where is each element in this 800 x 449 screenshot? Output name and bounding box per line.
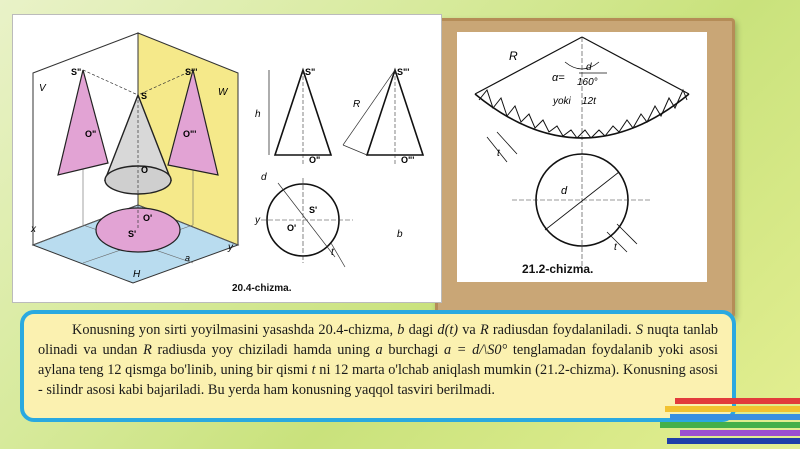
- label-W: W: [218, 87, 228, 98]
- figure-20-4: [12, 14, 442, 303]
- label-t: t: [331, 247, 334, 258]
- pencils-decoration: [655, 392, 800, 449]
- label-V: V: [39, 83, 46, 94]
- label-S: S: [141, 91, 148, 101]
- figure-21-2-caption: 21.2-chizma.: [522, 262, 594, 276]
- label-O-b2: O"': [401, 155, 415, 165]
- text-p7: burchagi: [388, 342, 439, 358]
- label-S-side: S"': [185, 67, 198, 77]
- text-R2: R: [143, 342, 152, 358]
- label-x: x: [31, 224, 36, 235]
- text-p5: nuqta tanlab olinadi va undan: [38, 322, 719, 358]
- figure-20-4-caption: 20.4-chizma.: [232, 283, 292, 294]
- text-S: S: [635, 322, 643, 338]
- label-O-b1: O": [309, 155, 321, 165]
- label-O-top: O': [143, 213, 153, 223]
- label-y: y: [228, 242, 233, 253]
- label-d: d: [261, 172, 267, 183]
- description-paragraph: [38, 320, 718, 400]
- text-a: a: [375, 342, 383, 358]
- label-S-b2: S"': [397, 67, 410, 77]
- label-R: R: [509, 49, 518, 63]
- label-d-frac: d: [586, 62, 592, 73]
- text-formula: a = d/\S0°: [444, 342, 508, 358]
- text-p8: tenglamadan foydalanib yoki asosi aylana teng 12 qismga bo'linib, uning bir qismi: [38, 342, 719, 378]
- text-dt: d(t): [437, 322, 459, 338]
- description-textbox: [20, 310, 736, 422]
- text-p9: ni 12 marta o'lchab aniqlash mumkin (21.2-chizma). Konusning asosi - silindr asosi kabi bajariladi. Bu yerda ham konusning yaqqol tasviri berilmadi.: [38, 362, 718, 398]
- label-y-top: y: [255, 215, 260, 226]
- label-S-front: S": [71, 67, 82, 77]
- cone-projection-drawing: [13, 15, 441, 302]
- label-alpha: α=: [552, 72, 565, 84]
- text-p3: va: [462, 322, 476, 338]
- label-h: h: [255, 109, 261, 120]
- label-160: 160°: [577, 77, 598, 88]
- label-O-b3: O': [287, 223, 297, 233]
- label-d2: d: [561, 185, 568, 197]
- label-R: R: [353, 99, 361, 110]
- label-O-front: O": [85, 129, 97, 139]
- cone-development-drawing: [457, 32, 707, 282]
- label-O-side: O"': [183, 129, 197, 139]
- label-b: b: [397, 229, 403, 240]
- label-12t: 12t: [582, 96, 596, 107]
- label-H: H: [133, 269, 141, 280]
- label-t-right: t: [614, 242, 617, 253]
- figure-21-2: [457, 32, 707, 282]
- text-R: R: [479, 322, 489, 338]
- label-yoki: yoki: [553, 96, 571, 107]
- text-p2: dagi: [408, 322, 434, 338]
- text-p6: radiusda yoy chiziladi hamda uning: [157, 342, 370, 358]
- label-t-left: t: [497, 148, 500, 159]
- text-p4: radiusdan foydalaniladi.: [492, 322, 632, 338]
- label-a: a: [185, 253, 191, 263]
- label-O: O: [141, 165, 149, 175]
- label-S-b3: S': [309, 205, 318, 215]
- text-b: b: [397, 322, 405, 338]
- text-p1: Konusning yon sirti yoyilmasini yasashda 20.4-chizma,: [72, 322, 394, 338]
- text-t: t: [311, 362, 316, 378]
- label-S-b1: S": [305, 67, 316, 77]
- label-S-top: S': [128, 229, 137, 239]
